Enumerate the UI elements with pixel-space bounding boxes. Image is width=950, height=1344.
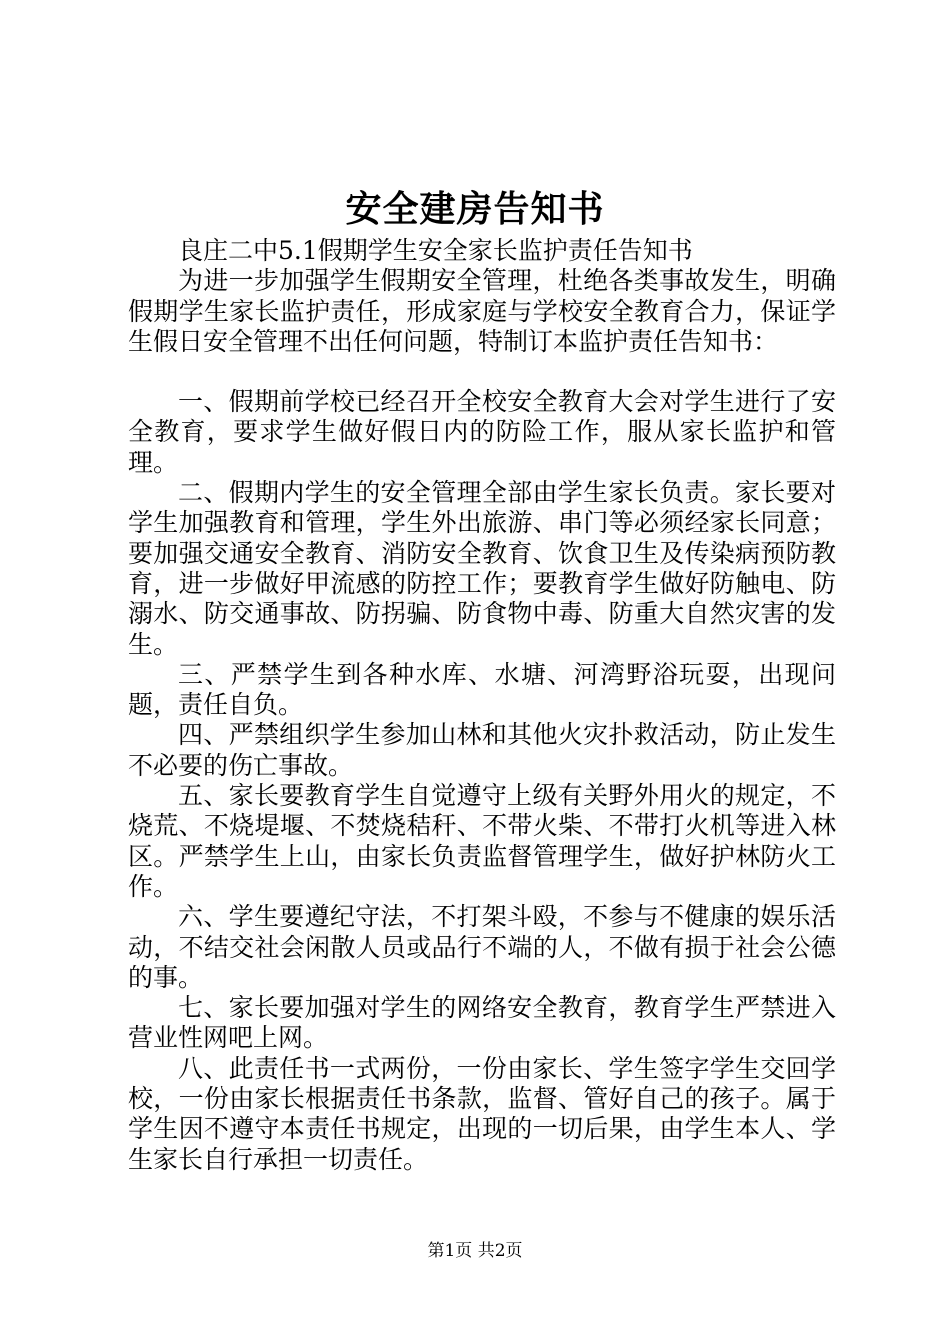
- clause-5-paragraph: 五、家长要教育学生自觉遵守上级有关野外用火的规定，不烧荒、不烧堤堰、不焚烧秸秆、不带火柴、不带打火机等进入林区。严禁学生上山，由家长负责监督管理学生，做好护林防火工作。: [128, 781, 836, 901]
- clause-4-paragraph: 四、严禁组织学生参加山林和其他火灾扑救活动，防止发生不必要的伤亡事故。: [128, 720, 836, 780]
- document-body: [128, 236, 836, 1175]
- clause-8-paragraph: 八、此责任书一式两份，一份由家长、学生签字学生交回学校，一份由家长根据责任书条款，监督、管好自己的孩子。属于学生因不遵守本责任书规定，出现的一切后果，由学生本人、学生家长自行承担一切责任。: [128, 1053, 836, 1174]
- clause-3-paragraph: 三、严禁学生到各种水库、水塘、河湾野浴玩耍，出现问题，责任自负。: [128, 659, 836, 720]
- document-title: 安全建房告知书: [345, 188, 605, 230]
- clause-6-paragraph: 六、学生要遵纪守法，不打架斗殴，不参与不健康的娱乐活动，不结交社会闲散人员或品行不端的人，不做有损于社会公德的事。: [128, 902, 836, 992]
- clause-2-paragraph: 二、假期内学生的安全管理全部由学生家长负责。家长要对学生加强教育和管理，学生外出旅游、串门等必须经家长同意；要加强交通安全教育、消防安全教育、饮食卫生及传染病预防教育，进一步做好甲流感的防控工作；要教育学生做好防触电、防溺水、防交通事故、防拐骗、防食物中毒、防重大自然灾害的发生。: [128, 478, 836, 659]
- page-number-footer: 第1页 共2页: [427, 1241, 523, 1261]
- clause-7-paragraph: 七、家长要加强对学生的网络安全教育，教育学生严禁进入营业性网吧上网。: [128, 993, 836, 1053]
- subtitle-paragraph: 良庄二中5.1假期学生安全家长监护责任告知书: [178, 236, 693, 265]
- intro-paragraph: 为进一步加强学生假期安全管理，杜绝各类事故发生，明确假期学生家长监护责任，形成家庭与学校安全教育合力，保证学生假日安全管理不出任何问题，特制订本监护责任告知书：: [128, 266, 836, 356]
- clause-1-paragraph: 一、假期前学校已经召开全校安全教育大会对学生进行了安全教育，要求学生做好假日内的防险工作，服从家长监护和管理。: [128, 387, 836, 477]
